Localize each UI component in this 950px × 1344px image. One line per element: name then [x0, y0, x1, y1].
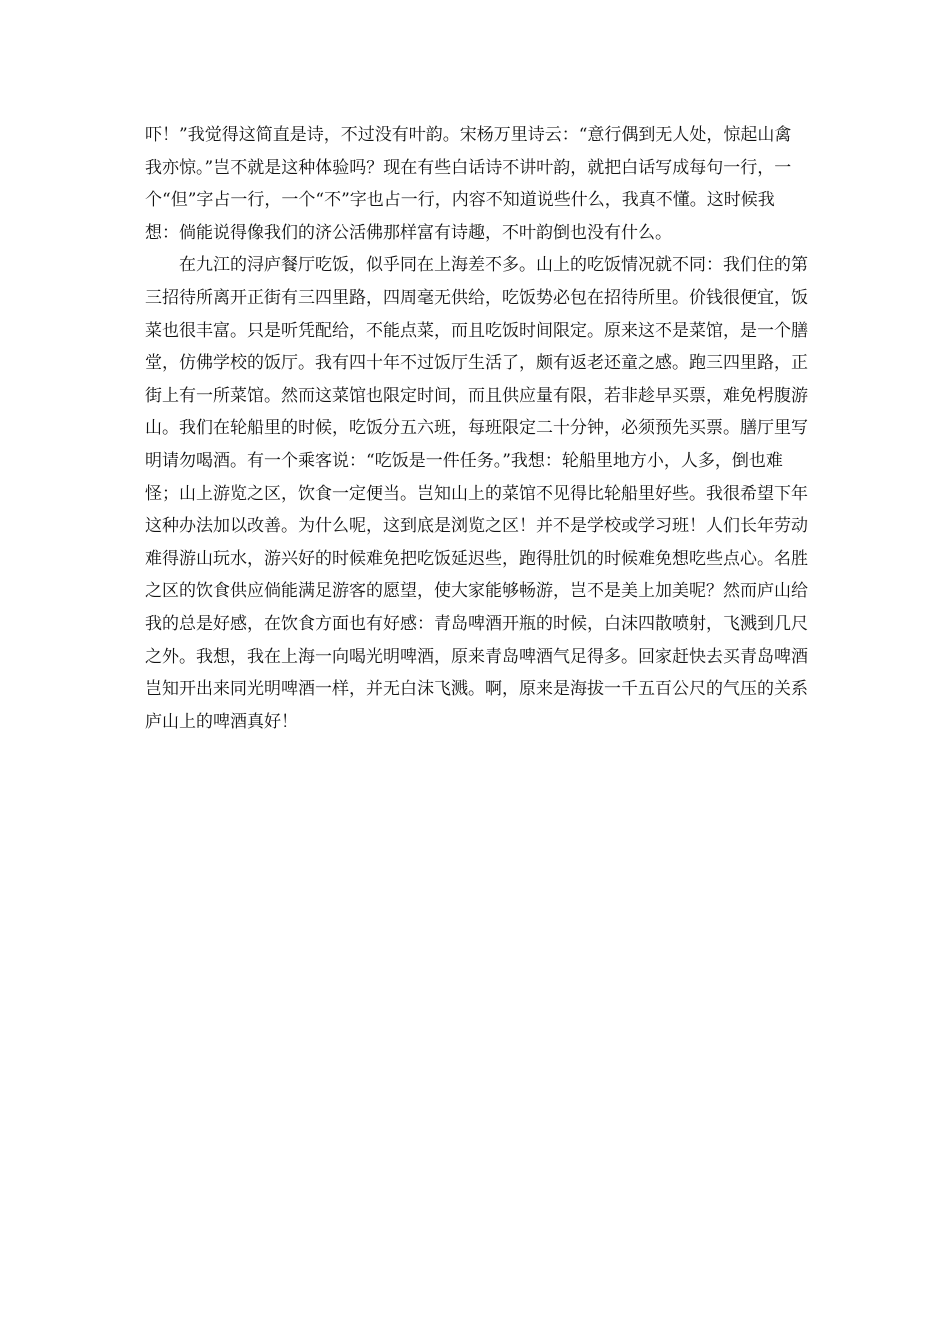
- text-line: 岂知开出来同光明啤酒一样，并无白沫飞溅。啊，原来是海拔一千五百公尺的气压的关系: [145, 679, 808, 700]
- text-line: 之外。我想，我在上海一向喝光明啤酒，原来青岛啤酒气足得多。回家赶快去买青岛啤酒: [145, 646, 808, 667]
- text-line: 之区的饮食供应倘能满足游客的愿望，使大家能够畅游，岂不是美上加美呢？然而庐山给: [145, 581, 808, 602]
- text-line: 我的总是好感，在饮食方面也有好感：青岛啤酒开瓶的时候，白沫四散喷射，飞溅到几尺: [145, 613, 808, 634]
- text-line: 街上有一所菜馆。然而这菜馆也限定时间，而且供应量有限，若非趁早买票，难免枵腹游: [145, 385, 808, 406]
- text-line: 明请勿喝酒。有一个乘客说：“吃饭是一件任务。”我想：轮船里地方小，人多，倒也难: [145, 450, 783, 471]
- text-line: 这种办法加以改善。为什么呢，这到底是浏览之区！并不是学校或学习班！人们长年劳动: [145, 516, 808, 537]
- text-line: 山。我们在轮船里的时候，吃饭分五六班，每班限定二十分钟，必须预先买票。膳厅里写: [145, 418, 808, 439]
- text-line: 吓！”我觉得这简直是诗，不过没有叶韵。宋杨万里诗云：“意行偶到无人处，惊起山禽: [145, 125, 792, 145]
- text-line: 我亦惊。”岂不就是这种体验吗？现在有些白话诗不讲叶韵，就把白话写成每句一行，一: [145, 157, 792, 178]
- body-text: [145, 119, 813, 738]
- text-line: 三招待所离开正街有三四里路，四周毫无供给，吃饭势必包在招待所里。价钱很便宜，饭: [145, 287, 808, 308]
- text-line: 堂，仿佛学校的饭厅。我有四十年不过饭厅生活了，颇有返老还童之感。跑三四里路，正: [145, 353, 808, 374]
- text-line: 怪；山上游览之区，饮食一定便当。岂知山上的菜馆不见得比轮船里好些。我很希望下年: [145, 483, 808, 504]
- text-line: 难得游山玩水，游兴好的时候难免把吃饭延迟些，跑得肚饥的时候难免想吃些点心。名胜: [145, 548, 808, 569]
- text-line: 个“但”字占一行，一个“不”字也占一行，内容不知道说些什么，我真不懂。这时候我: [145, 190, 775, 211]
- text-line: 庐山上的啤酒真好！: [145, 711, 298, 732]
- text-line: 菜也很丰富。只是听凭配给，不能点菜，而且吃饭时间限定。原来这不是菜馆，是一个膳: [145, 320, 808, 341]
- text-line: 想：倘能说得像我们的济公活佛那样富有诗趣，不叶韵倒也没有什么。: [145, 222, 672, 243]
- text-line: 在九江的浔庐餐厅吃饭，似乎同在上海差不多。山上的吃饭情况就不同：我们住的第: [145, 255, 808, 276]
